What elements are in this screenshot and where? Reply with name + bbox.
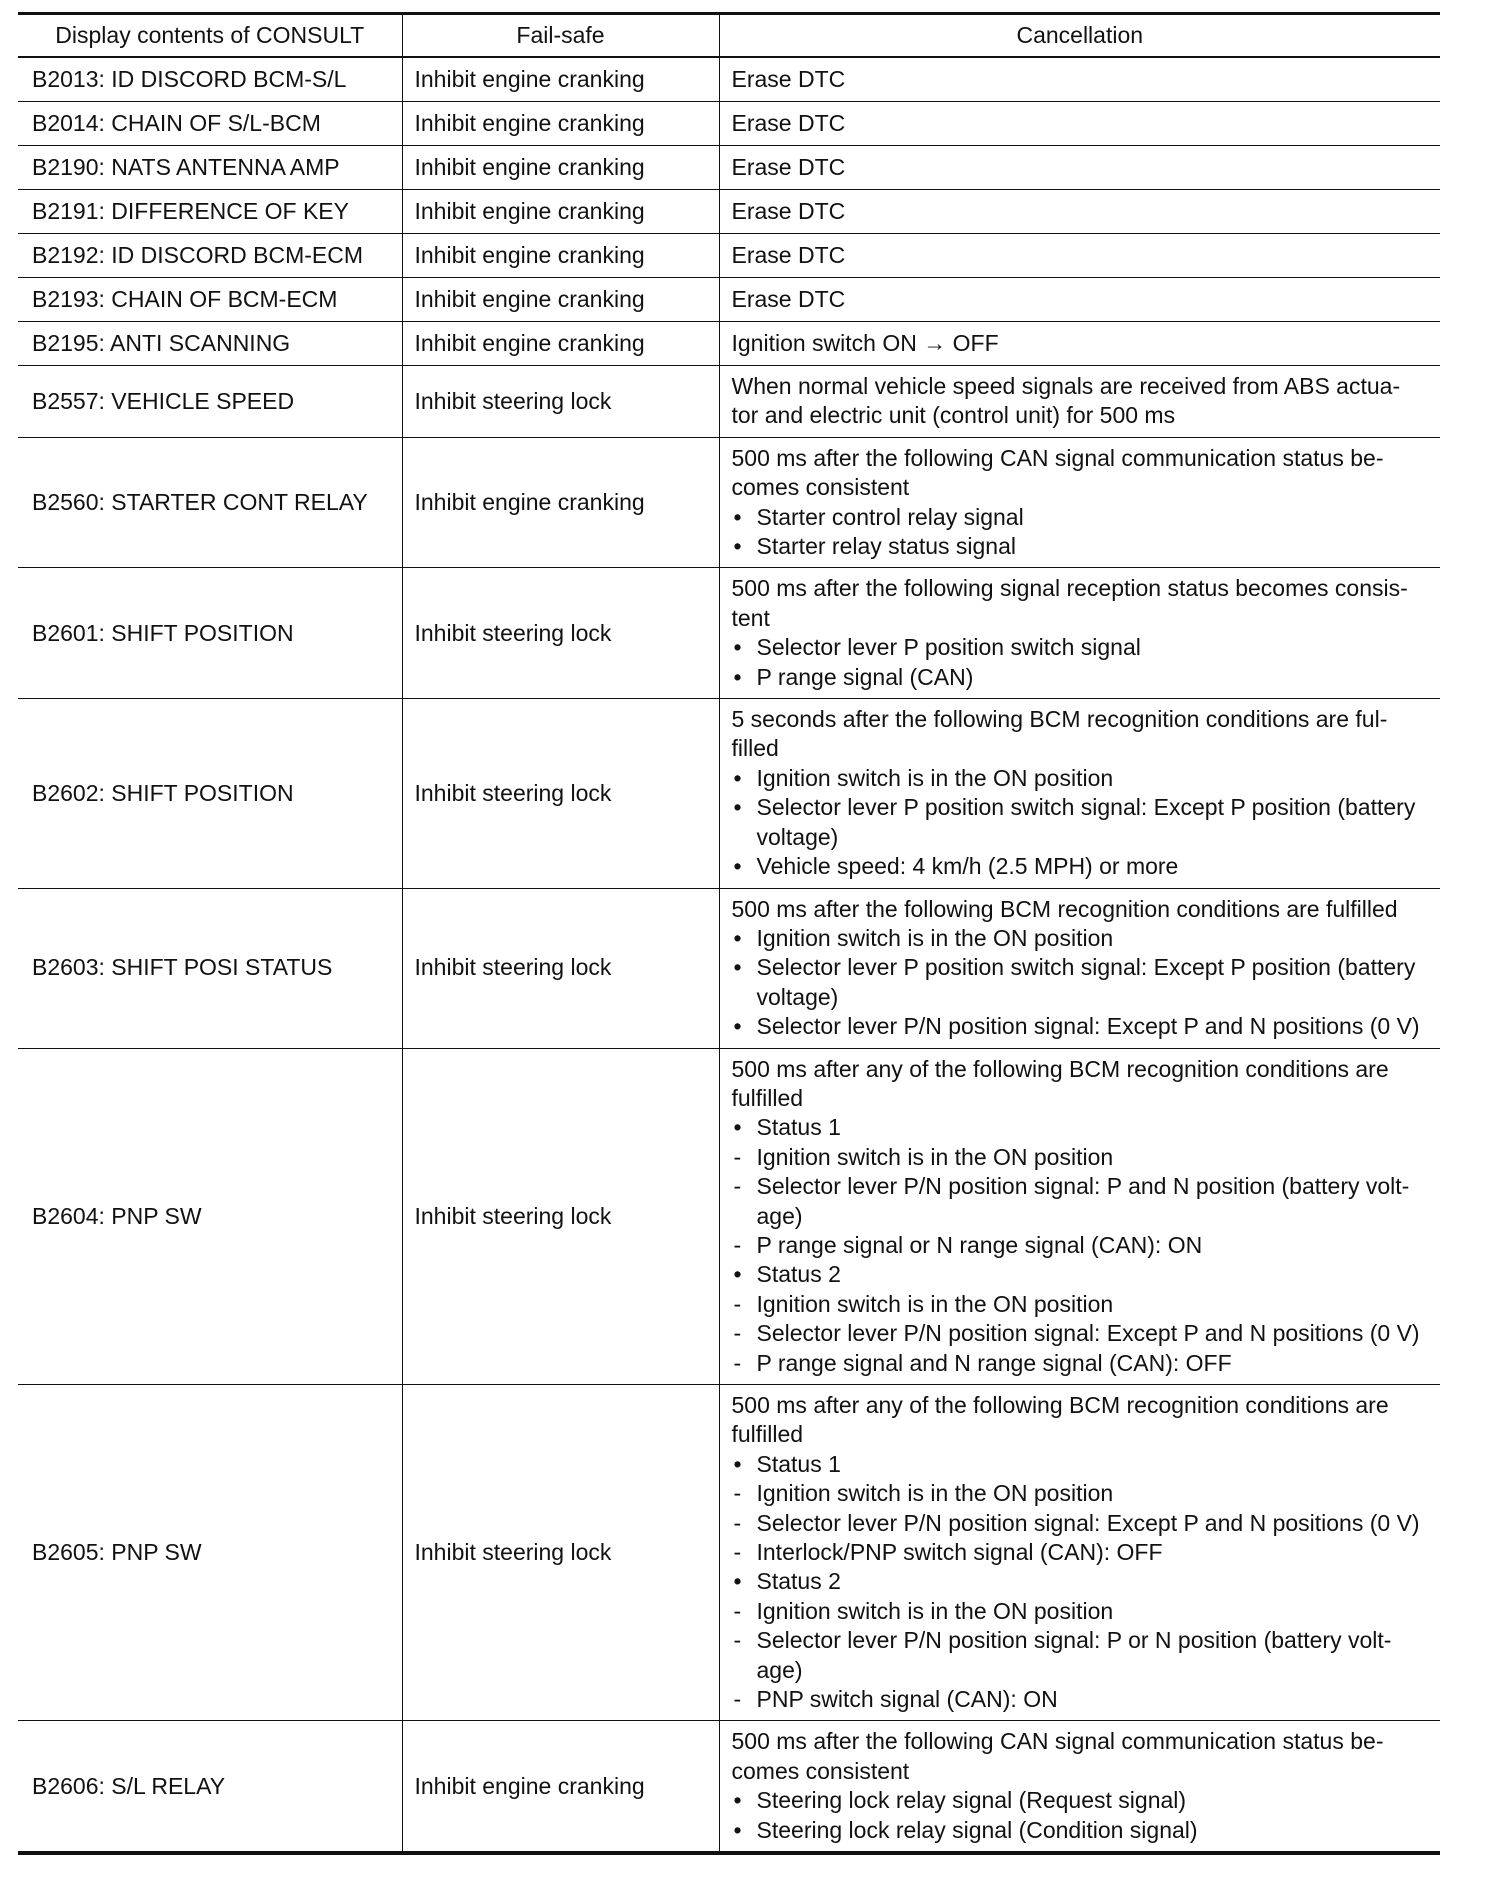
cancellation-cell — [719, 1385, 1440, 1721]
bullet-marker: • — [733, 663, 742, 690]
table-row — [18, 1048, 1440, 1384]
cancellation-cell — [719, 234, 1440, 278]
cancellation-text: Erase DTC — [731, 65, 846, 92]
bullet-item — [732, 503, 1429, 532]
cancellation-text: filled — [731, 735, 779, 762]
table-row — [18, 146, 1440, 190]
item-text: Selector lever P position switch signal — [756, 634, 1141, 661]
dash-marker: - — [733, 1231, 742, 1258]
table-row — [18, 190, 1440, 234]
item-text: Selector lever P/N position signal: Except P and N positions (0 V) — [756, 1013, 1420, 1040]
dash-marker: - — [733, 1349, 742, 1376]
item-text: Selector lever P position switch signal: Except P position (battery — [756, 794, 1416, 821]
cancellation-text: Erase DTC — [731, 153, 846, 180]
table-row — [18, 699, 1440, 888]
cancellation-text: comes consistent — [731, 474, 910, 501]
cancellation-cell — [719, 146, 1440, 190]
dash-item — [732, 1143, 1429, 1172]
item-text: Ignition switch is in the ON position — [756, 924, 1114, 951]
display-contents-cell: B2602: SHIFT POSITION — [18, 699, 402, 888]
table-row — [18, 366, 1440, 438]
dash-marker: - — [733, 1597, 742, 1624]
fail-safe-cell: Inhibit steering lock — [402, 888, 719, 1048]
table-row — [18, 568, 1440, 699]
dash-item — [732, 1290, 1429, 1319]
dash-item — [732, 1685, 1429, 1714]
item-text: Ignition switch is in the ON position — [756, 1597, 1114, 1624]
fail-safe-cell: Inhibit engine cranking — [402, 278, 719, 322]
bullet-item — [732, 793, 1429, 852]
item-text: Starter control relay signal — [756, 503, 1024, 530]
fail-safe-cell: Inhibit engine cranking — [402, 234, 719, 278]
document-page — [18, 12, 1440, 1855]
item-text: Ignition switch is in the ON position — [756, 1290, 1114, 1317]
display-contents-cell: B2605: PNP SW — [18, 1385, 402, 1721]
item-text: Ignition switch is in the ON position — [756, 1143, 1114, 1170]
display-contents-cell: B2557: VEHICLE SPEED — [18, 366, 402, 438]
item-text: PNP switch signal (CAN): ON — [756, 1686, 1058, 1713]
item-text: age) — [756, 1656, 803, 1683]
cancellation-cell — [719, 437, 1440, 568]
bullet-item — [732, 924, 1429, 953]
item-text: P range signal (CAN) — [756, 663, 974, 690]
bullet-marker: • — [733, 764, 742, 791]
bullet-item — [732, 1012, 1429, 1041]
cancellation-text: tor and electric unit (control unit) for 500 ms — [731, 402, 1176, 429]
cancellation-text: fulfilled — [731, 1084, 804, 1111]
cancellation-cell — [719, 699, 1440, 888]
cancellation-text: 500 ms after the following BCM recognition conditions are fulfilled — [731, 895, 1398, 922]
cancellation-cell — [719, 57, 1440, 102]
bullet-item — [732, 633, 1429, 662]
cancellation-text: Ignition switch ON → OFF — [731, 329, 999, 356]
table-row — [18, 57, 1440, 102]
dash-marker: - — [733, 1509, 742, 1536]
table-row — [18, 322, 1440, 366]
bullet-item — [732, 764, 1429, 793]
cancellation-text: 500 ms after the following CAN signal communication status be- — [731, 1728, 1384, 1755]
item-text: Interlock/PNP switch signal (CAN): OFF — [756, 1539, 1163, 1566]
cancellation-text: comes consistent — [731, 1757, 910, 1784]
cancellation-cell — [719, 102, 1440, 146]
dash-marker: - — [733, 1539, 742, 1566]
item-text: Ignition switch is in the ON position — [756, 764, 1114, 791]
item-text: Selector lever P position switch signal: Except P position (battery — [756, 954, 1416, 981]
cancellation-cell — [719, 568, 1440, 699]
item-text: Status 2 — [756, 1261, 841, 1288]
fail-safe-cell: Inhibit steering lock — [402, 568, 719, 699]
bullet-marker: • — [733, 1261, 742, 1288]
fail-safe-cell: Inhibit engine cranking — [402, 102, 719, 146]
dash-item — [732, 1509, 1429, 1538]
display-contents-cell: B2560: STARTER CONT RELAY — [18, 437, 402, 568]
dash-marker: - — [733, 1290, 742, 1317]
item-text: voltage) — [756, 823, 839, 850]
dash-marker: - — [733, 1480, 742, 1507]
cancellation-cell — [719, 366, 1440, 438]
fail-safe-cell: Inhibit engine cranking — [402, 322, 719, 366]
bullet-item — [732, 852, 1429, 881]
item-text: Ignition switch is in the ON position — [756, 1480, 1114, 1507]
bullet-marker: • — [733, 1816, 742, 1843]
item-text: P range signal or N range signal (CAN): ON — [756, 1231, 1203, 1258]
display-contents-cell: B2606: S/L RELAY — [18, 1721, 402, 1853]
table-row — [18, 1721, 1440, 1853]
item-text: Status 2 — [756, 1568, 841, 1595]
header-display-contents: Display contents of CONSULT — [18, 14, 402, 58]
bullet-item — [732, 1567, 1429, 1596]
fail-safe-cell: Inhibit engine cranking — [402, 190, 719, 234]
table-body — [18, 57, 1440, 1853]
bullet-marker: • — [733, 1568, 742, 1595]
bullet-item — [732, 532, 1429, 561]
fail-safe-cell: Inhibit steering lock — [402, 1048, 719, 1384]
table-row — [18, 437, 1440, 568]
table-row — [18, 278, 1440, 322]
bullet-item — [732, 1786, 1429, 1815]
item-text: Selector lever P/N position signal: P and N position (battery volt- — [756, 1173, 1410, 1200]
cancellation-text: Erase DTC — [731, 285, 846, 312]
table-row — [18, 102, 1440, 146]
item-text: Starter relay status signal — [756, 533, 1017, 560]
table-header — [18, 14, 1440, 58]
dash-marker: - — [733, 1320, 742, 1347]
item-text: Selector lever P/N position signal: Except P and N positions (0 V) — [756, 1509, 1420, 1536]
item-text: Vehicle speed: 4 km/h (2.5 MPH) or more — [756, 853, 1179, 880]
bullet-item — [732, 663, 1429, 692]
display-contents-cell: B2603: SHIFT POSI STATUS — [18, 888, 402, 1048]
dash-item — [732, 1349, 1429, 1378]
bullet-item — [732, 1816, 1429, 1845]
dash-item — [732, 1319, 1429, 1348]
dash-item — [732, 1626, 1429, 1685]
dash-item — [732, 1172, 1429, 1231]
dash-item — [732, 1231, 1429, 1260]
bullet-marker: • — [733, 1013, 742, 1040]
bullet-marker: • — [733, 1450, 742, 1477]
item-text: Steering lock relay signal (Request signal) — [756, 1787, 1187, 1814]
cancellation-cell — [719, 322, 1440, 366]
item-text: P range signal and N range signal (CAN): OFF — [756, 1349, 1232, 1376]
fail-safe-cell: Inhibit steering lock — [402, 366, 719, 438]
item-text: Selector lever P/N position signal: Except P and N positions (0 V) — [756, 1320, 1420, 1347]
display-contents-cell: B2191: DIFFERENCE OF KEY — [18, 190, 402, 234]
dash-item — [732, 1479, 1429, 1508]
bullet-marker: • — [733, 794, 742, 821]
display-contents-cell: B2190: NATS ANTENNA AMP — [18, 146, 402, 190]
bullet-item — [732, 1113, 1429, 1142]
header-cancellation: Cancellation — [719, 14, 1440, 58]
header-fail-safe: Fail-safe — [402, 14, 719, 58]
cancellation-cell — [719, 1048, 1440, 1384]
table-row — [18, 1385, 1440, 1721]
cancellation-text: Erase DTC — [731, 109, 846, 136]
cancellation-text: tent — [731, 604, 770, 631]
cancellation-text: Erase DTC — [731, 241, 846, 268]
dash-item — [732, 1538, 1429, 1567]
bullet-marker: • — [733, 503, 742, 530]
item-text: Selector lever P/N position signal: P or N position (battery volt- — [756, 1627, 1392, 1654]
cancellation-cell — [719, 190, 1440, 234]
fail-safe-cell: Inhibit engine cranking — [402, 1721, 719, 1853]
item-text: Steering lock relay signal (Condition signal) — [756, 1816, 1198, 1843]
cancellation-text: fulfilled — [731, 1421, 804, 1448]
display-contents-cell: B2195: ANTI SCANNING — [18, 322, 402, 366]
display-contents-cell: B2604: PNP SW — [18, 1048, 402, 1384]
table-row — [18, 234, 1440, 278]
table-row — [18, 888, 1440, 1048]
cancellation-text: 500 ms after any of the following BCM recognition conditions are — [731, 1055, 1389, 1082]
dash-marker: - — [733, 1627, 742, 1654]
bullet-marker: • — [733, 1114, 742, 1141]
bullet-marker: • — [733, 634, 742, 661]
fail-safe-table — [18, 12, 1440, 1855]
fail-safe-cell: Inhibit steering lock — [402, 1385, 719, 1721]
bullet-marker: • — [733, 533, 742, 560]
cancellation-text: 500 ms after the following CAN signal communication status be- — [731, 444, 1384, 471]
display-contents-cell: B2014: CHAIN OF S/L-BCM — [18, 102, 402, 146]
cancellation-cell — [719, 888, 1440, 1048]
display-contents-cell: B2193: CHAIN OF BCM-ECM — [18, 278, 402, 322]
item-text: voltage) — [756, 983, 839, 1010]
item-text: age) — [756, 1202, 803, 1229]
bullet-item — [732, 953, 1429, 1012]
cancellation-text: Erase DTC — [731, 197, 846, 224]
dash-marker: - — [733, 1173, 742, 1200]
item-text: Status 1 — [756, 1114, 841, 1141]
cancellation-cell — [719, 278, 1440, 322]
fail-safe-cell: Inhibit steering lock — [402, 699, 719, 888]
bullet-item — [732, 1450, 1429, 1479]
bullet-marker: • — [733, 853, 742, 880]
bullet-item — [732, 1260, 1429, 1289]
cancellation-text: When normal vehicle speed signals are received from ABS actua- — [731, 373, 1401, 399]
cancellation-text: 500 ms after the following signal reception status becomes consis- — [731, 575, 1408, 602]
cancellation-text: 5 seconds after the following BCM recognition conditions are ful- — [731, 706, 1388, 733]
cancellation-text: 500 ms after any of the following BCM recognition conditions are — [731, 1392, 1389, 1418]
cancellation-cell — [719, 1721, 1440, 1853]
dash-marker: - — [733, 1686, 742, 1713]
fail-safe-cell: Inhibit engine cranking — [402, 57, 719, 102]
display-contents-cell: B2192: ID DISCORD BCM-ECM — [18, 234, 402, 278]
header-row — [18, 14, 1440, 58]
display-contents-cell: B2013: ID DISCORD BCM-S/L — [18, 57, 402, 102]
bullet-marker: • — [733, 924, 742, 951]
dash-item — [732, 1597, 1429, 1626]
fail-safe-cell: Inhibit engine cranking — [402, 437, 719, 568]
dash-marker: - — [733, 1143, 742, 1170]
bullet-marker: • — [733, 1787, 742, 1814]
bullet-marker: • — [733, 954, 742, 981]
item-text: Status 1 — [756, 1450, 841, 1477]
fail-safe-cell: Inhibit engine cranking — [402, 146, 719, 190]
display-contents-cell: B2601: SHIFT POSITION — [18, 568, 402, 699]
